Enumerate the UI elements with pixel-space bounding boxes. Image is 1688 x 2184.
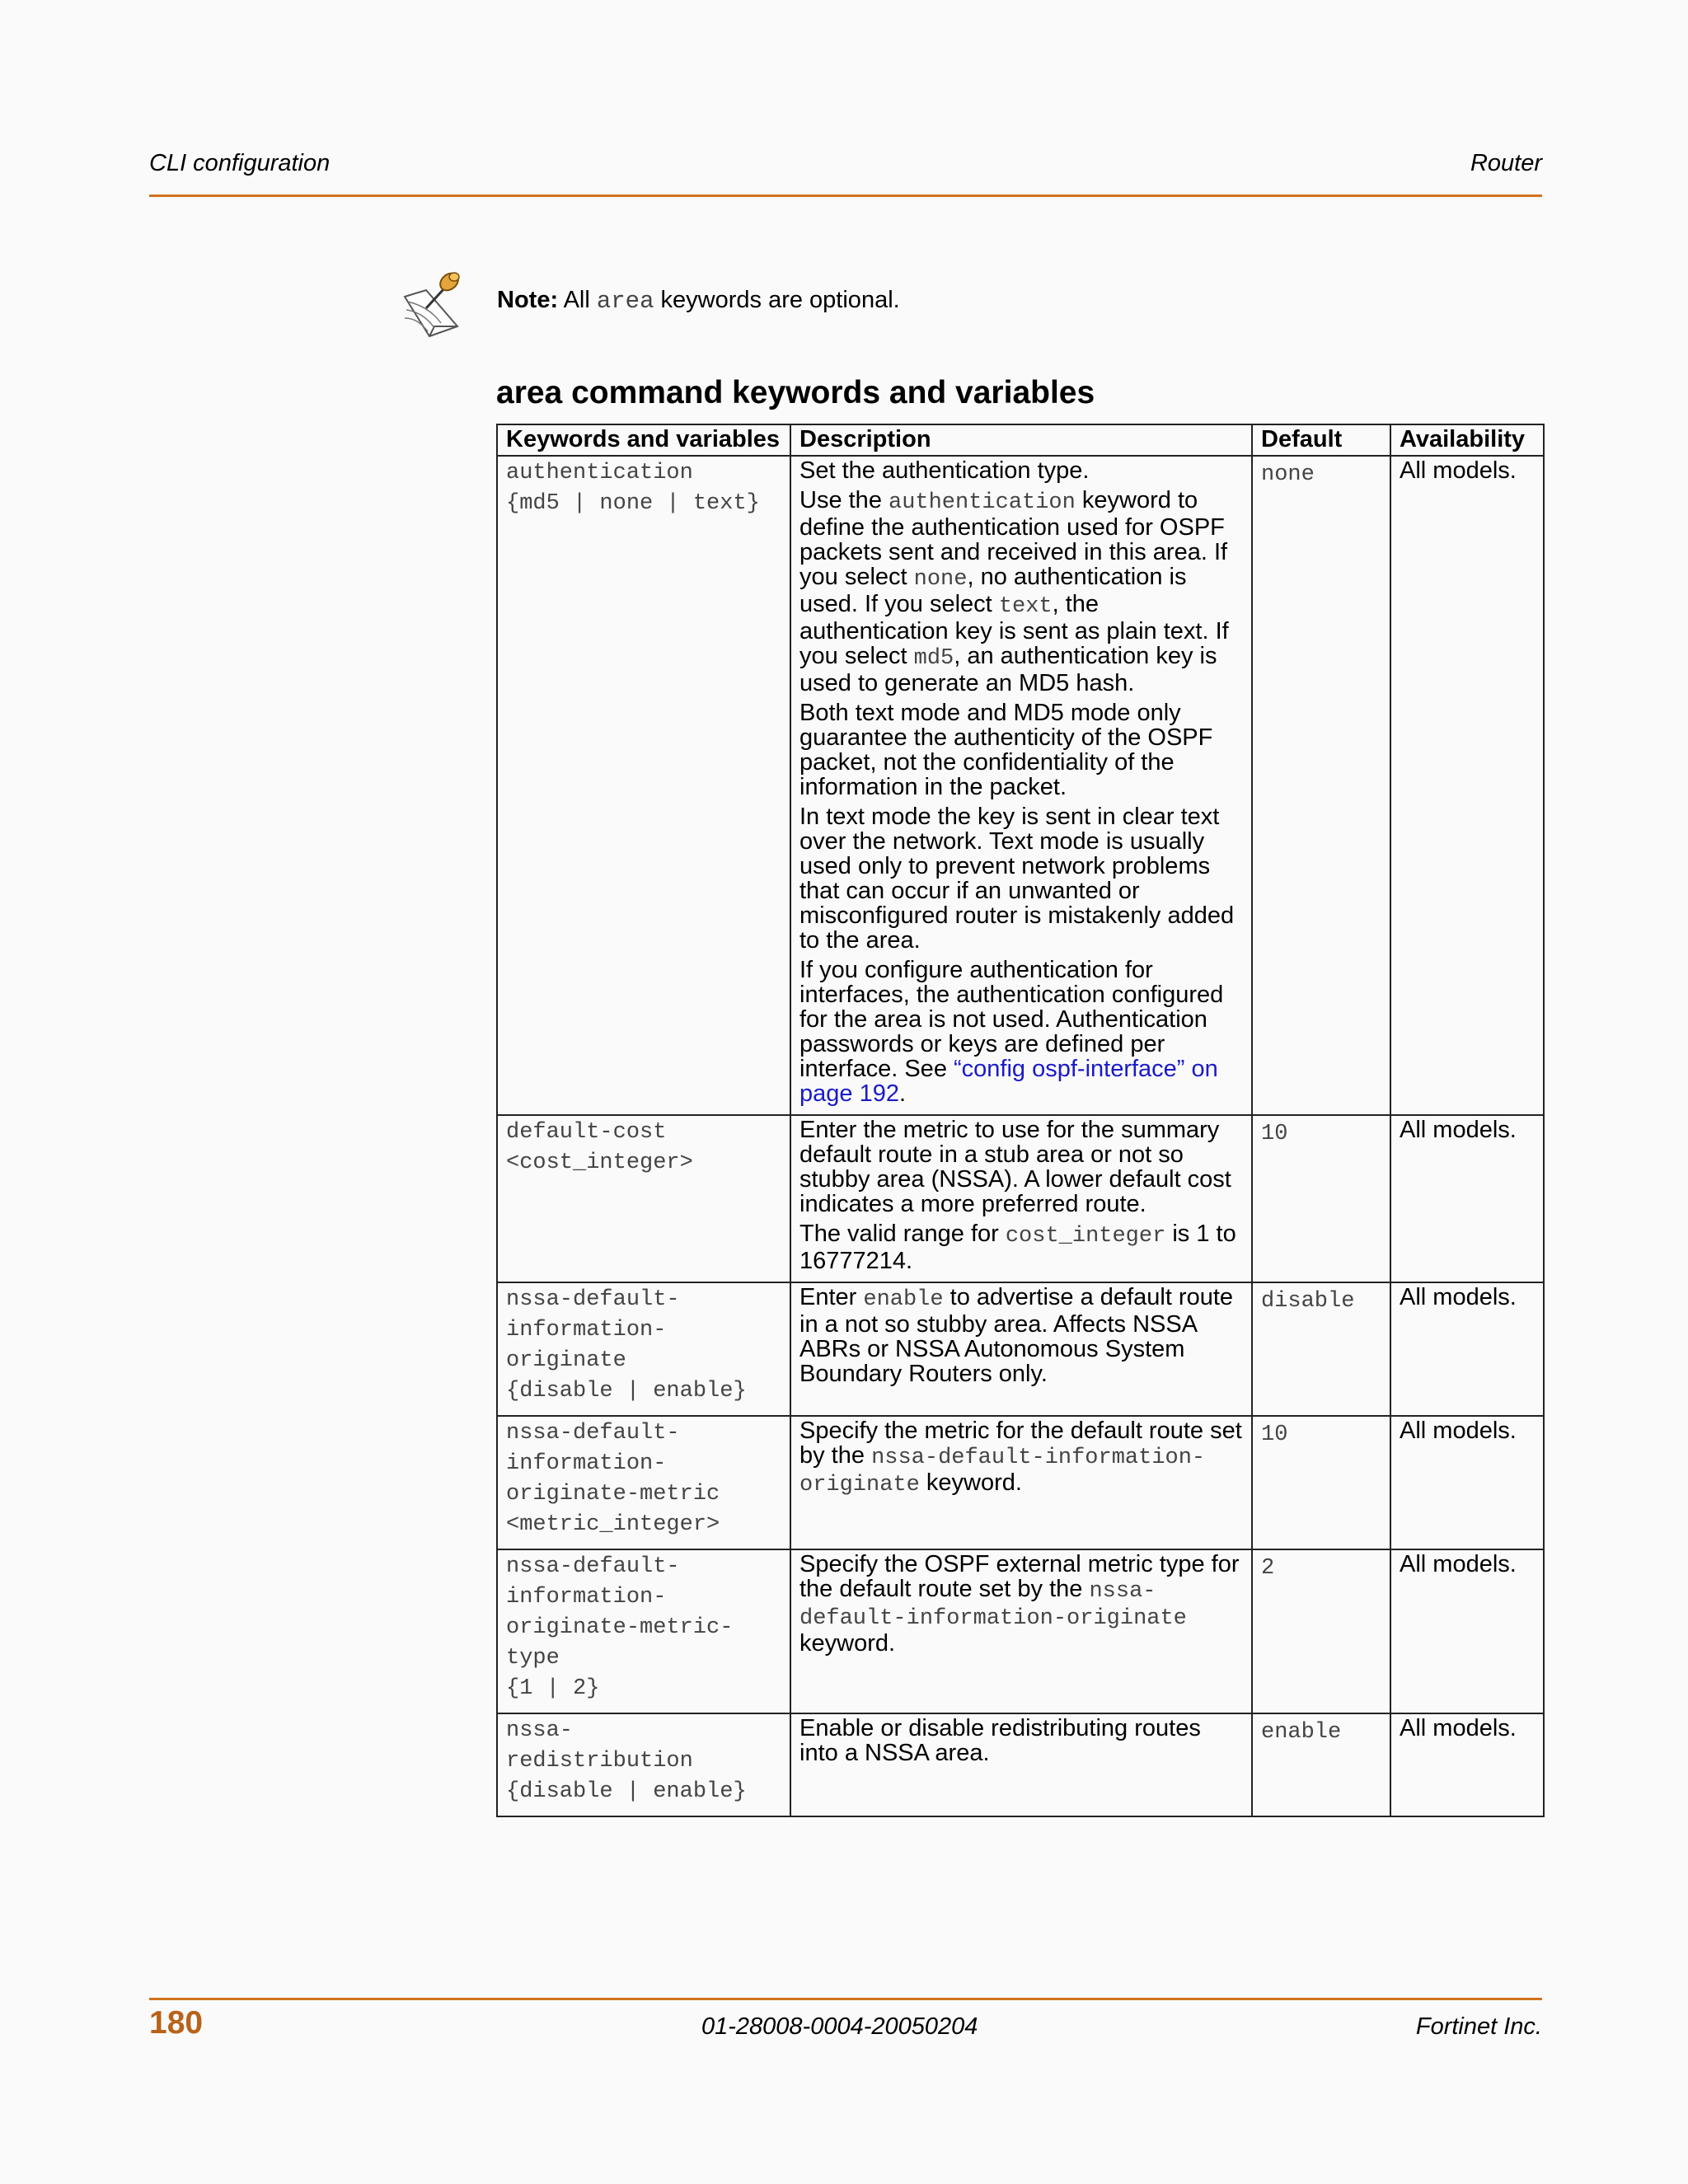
column-header-default: Default [1252,424,1390,456]
note-text [497,287,900,315]
keyword-line: {md5 | none | text} [506,491,760,516]
description-paragraph [799,1552,1243,1656]
cross-reference-link[interactable]: “config ospf-interface” on page 192 [799,1056,1218,1107]
description-paragraph [799,1418,1243,1497]
description-paragraph: Both text mode and MD5 mode only guarantee the authenticity of the OSPF packet, not the confidentiality of the information in the packet. [799,700,1213,800]
keyword-cell [497,1549,790,1713]
keyword-line: {1 | 2} [506,1676,600,1701]
keyword-line: originate-metric- [506,1615,734,1640]
default-cell [1252,1416,1390,1549]
table-row [497,1115,1544,1282]
availability-cell: All models. [1390,1282,1544,1416]
default-cell [1252,1115,1390,1282]
description-paragraph: Set the authentication type. [799,457,1090,484]
description-text: Use the [799,487,889,513]
description-paragraph: In text mode the key is sent in clear text over the network. Text mode is usually used only to prevent network problems that can occur if an unwanted or misconfigured router is mistakenly added to the area. [799,804,1235,954]
description-paragraph [799,1285,1243,1386]
inline-code: md5 [913,646,954,671]
description-text: keyword. [919,1469,1022,1496]
default-value: disable [1261,1289,1355,1314]
keyword-line: nssa-default- [506,1287,680,1312]
keyword-line: information- [506,1451,667,1476]
description-paragraph [799,1221,1243,1273]
table-row [497,1549,1544,1713]
keyword-line: originate-metric [506,1482,720,1507]
table-row [497,1713,1544,1816]
default-cell [1252,1713,1390,1816]
description-text: Specify the OSPF external metric type for the default route set by the [799,1551,1240,1602]
description-text: . [898,1080,907,1107]
default-cell [1252,456,1390,1115]
description-paragraph: Enter the metric to use for the summary default route in a stub area or not so stubby area (NSSA). A lower default cost indicates a more preferred route. [799,1117,1231,1217]
description-cell [790,1115,1252,1282]
default-value: 10 [1261,1422,1288,1447]
keyword-line: {disable | enable} [506,1779,747,1804]
availability-cell: All models. [1390,1549,1544,1713]
table-row [497,456,1544,1115]
availability-cell: All models. [1390,1713,1544,1816]
keyword-line: nssa-default- [506,1421,680,1446]
column-header-description: Description [790,424,1252,456]
section-title: area command keywords and variables [496,375,1095,410]
keyword-cell [497,1713,790,1816]
table-header-row [497,424,1544,456]
keyword-cell [497,1282,790,1416]
inline-code: text [998,594,1053,619]
inline-code: nssa-default-information-originate [799,1579,1187,1631]
description-cell [790,456,1252,1115]
header-section-title: CLI configuration [149,150,331,176]
keyword-line: information- [506,1318,667,1343]
pushpin-note-icon [396,269,466,340]
keyword-line: information- [506,1585,667,1610]
default-value: 10 [1261,1122,1288,1146]
note-label: Note: [497,287,559,313]
keyword-line: {disable | enable} [506,1379,747,1404]
document-id: 01-28008-0004-20050204 [701,2013,978,2040]
keyword-cell [497,1115,790,1282]
default-value: none [1261,462,1315,487]
description-paragraph [799,488,1243,696]
inline-code: authentication [889,490,1076,515]
availability-cell: All models. [1390,1115,1544,1282]
keywords-table [496,424,1545,1817]
description-text: Enter [799,1284,864,1310]
description-cell [790,1549,1252,1713]
description-text: If you configure authentication for interfaces, the authentication configured for the area is not used. Authentication passwords or keys are defined per interface. See [799,957,1224,1082]
description-text: , an authentication key is used to generate an MD5 hash. [799,643,1217,696]
column-header-keywords: Keywords and variables [497,424,790,456]
keyword-line: nssa-default- [506,1554,680,1579]
keyword-line: type [506,1646,560,1671]
description-cell [790,1713,1252,1816]
inline-code: none [913,567,968,592]
description-cell [790,1282,1252,1416]
description-text: , the authentication key is sent as plain text. If you select [799,591,1229,669]
availability-cell: All models. [1390,1416,1544,1549]
header-chapter-title: Router [1470,150,1542,176]
table-row [497,1282,1544,1416]
inline-code: nssa-default-information-originate [799,1446,1206,1497]
keyword-cell [497,1416,790,1549]
description-paragraph: Enable or disable redistributing routes into a NSSA area. [799,1715,1201,1766]
description-cell [790,1416,1252,1549]
note-text-part: keywords are optional. [654,287,900,313]
default-cell [1252,1549,1390,1713]
keyword-line: redistribution [506,1749,693,1774]
keyword-line: originate [506,1348,626,1373]
description-text: is 1 to 16777214. [799,1221,1236,1274]
keyword-line: <cost_integer> [506,1151,693,1175]
inline-code: enable [863,1287,944,1312]
keyword-cell [497,456,790,1115]
keyword-line: nssa- [506,1718,574,1743]
page-header [149,148,1542,197]
default-value: enable [1261,1720,1342,1745]
description-paragraph [799,958,1243,1106]
description-text: to advertise a default route in a not so stubby area. Affects NSSA ABRs or NSSA Autonomous System Boundary Routers only. [799,1284,1234,1387]
note-code: area [596,288,654,315]
description-text: Specify the metric for the default route set by the [799,1418,1242,1469]
default-value: 2 [1261,1556,1275,1581]
description-text: keyword to define the authentication used for OSPF packets sent and received in this area. If you select [799,487,1228,590]
availability-cell: All models. [1390,456,1544,1115]
table-row [497,1416,1544,1549]
company-name: Fortinet Inc. [1415,2013,1542,2040]
inline-code: cost_integer [1005,1224,1166,1249]
description-text: The valid range for [799,1221,1006,1247]
default-cell [1252,1282,1390,1416]
page-number: 180 [149,2005,204,2041]
page-footer [149,1998,1542,2050]
keyword-line: authentication [506,461,693,485]
description-text: , no authentication is used. If you select [799,564,1187,617]
note-text-part: All [558,287,597,313]
keyword-line: default-cost [506,1120,667,1145]
description-text: keyword. [799,1630,896,1657]
column-header-availability: Availability [1390,424,1544,456]
keyword-line: <metric_integer> [506,1512,720,1537]
